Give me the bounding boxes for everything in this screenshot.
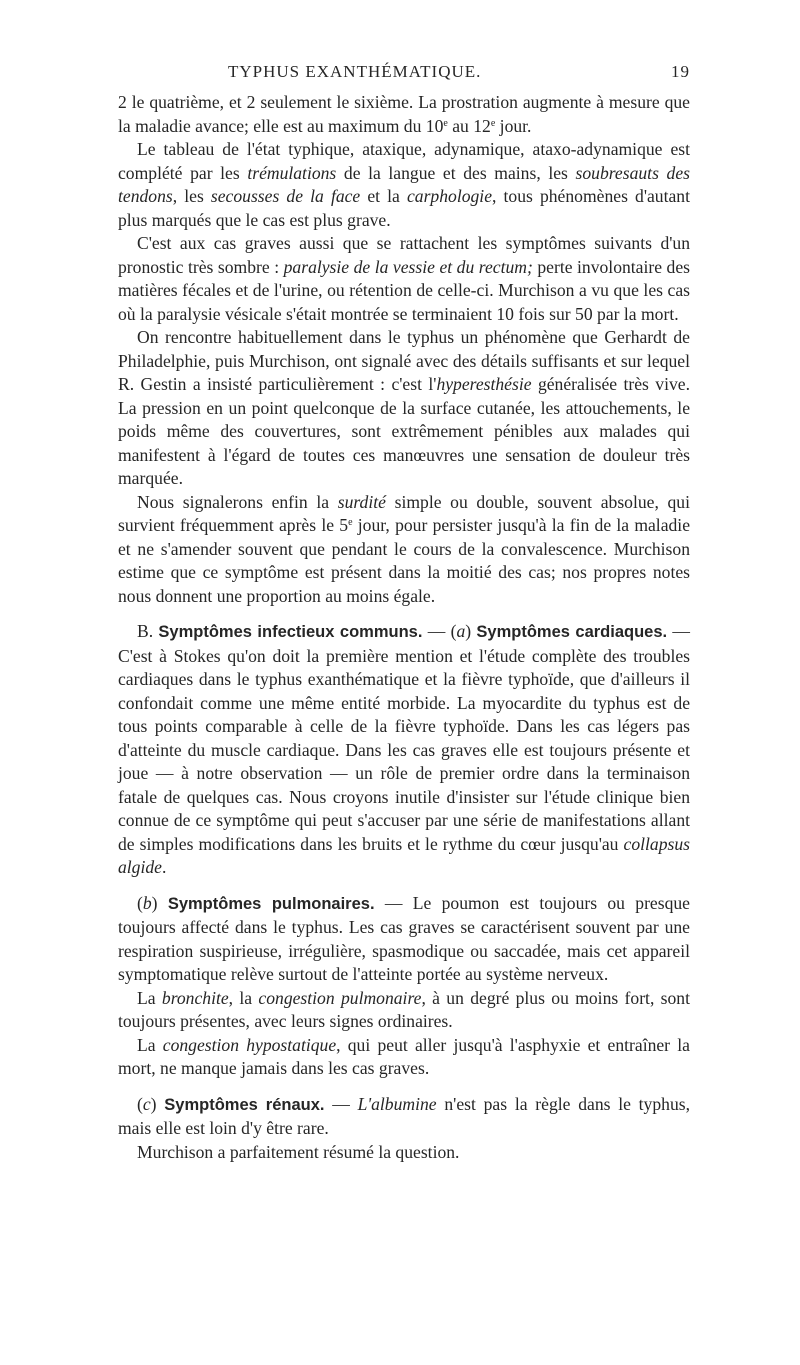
paragraph-hyperesthesie: On rencontre habituellement dans le typhus un phénomène que Gerhardt de Philadelphie, puis Murchison, ont signalé avec des détails suffisants et sur lequel R. Gestin a insisté particulièrement : c'est l'hyperesthésie généralisée très vive. La pression en un point quelconque de la surface cutanée, les attouchements, le poids même des couvertures, sont extrêmement pénibles aux malades qui manifestent à l'égard de toutes ces manœuvres une sensation de douleur très marquée.: [118, 327, 690, 488]
running-header: [118, 62, 690, 90]
running-title: TYPHUS EXANTHÉMATIQUE.: [228, 62, 482, 81]
section-symptomes-renaux: (c) Symptômes rénaux. — L'albumine n'est pas la règle dans le typhus, mais elle est loin d'y être rare.: [118, 1093, 690, 1138]
page-number: 19: [671, 62, 690, 81]
paragraph-continuation: 2 le quatrième, et 2 seulement le sixième. La prostration augmente à mesure que la maladie avance; elle est au maximum du 10e au 12e jour.: [118, 92, 690, 136]
paragraph-tableau: Le tableau de l'état typhique, ataxique, adynamique, ataxo-adynamique est complété par les trémulations de la langue et des mains, les soubresauts des tendons, les secousses de la face et la carphologie, tous phénomènes d'autant plus marqués que le cas est plus grave.: [118, 139, 690, 230]
paragraph-murchison: Murchison a parfaitement résumé la question.: [137, 1141, 460, 1162]
subsection-heading-pulmonaires: Symptômes pulmonaires.: [167, 894, 375, 913]
section-symptomes-pulmonaires: (b) Symptômes pulmonaires. — Le poumon est toujours ou presque toujours affecté dans le typhus. Les cas graves se caractérisent souvent par une respiration suspirieuse, irrégulière, spasmodique ou saccadée, mais cet appareil symptomatique relève surtout de l'atteinte portée au système nerveux.: [118, 892, 690, 984]
subsection-heading-cardiaques: Symptômes cardiaques.: [476, 623, 668, 641]
paragraph-congestion: La congestion hypostatique, qui peut aller jusqu'à l'asphyxie et entraîner la mort, ne manque jamais dans les cas graves.: [118, 1034, 690, 1078]
paragraph-surdite: Nous signalerons enfin la surdité simple ou double, souvent absolue, qui survient fréquemment après le 5e jour, pour persister jusqu'à la fin de la maladie et ne s'amender souvent que pendant le cours de la convalescence. Murchison estime que ce symptôme est présent dans la moitié des cas; nos propres notes nous donnent une proportion au moins égale.: [118, 491, 690, 606]
subsection-heading-renaux: Symptômes rénaux.: [164, 1095, 325, 1114]
section-heading: Symptômes infectieux communs.: [158, 623, 423, 641]
page-body: [118, 91, 690, 1164]
paragraph-paralysie: C'est aux cas graves aussi que se rattachent les symptômes suivants d'un pronostic très sombre : paralysie de la vessie et du rectum; perte involontaire des matières fécales et de l'urine, ou rétention de celle-ci. Murchison a vu que les cas où la paralysie vésicale s'était montrée se terminaient 10 fois sur 50 par la mort.: [118, 233, 691, 324]
section-symptomes-infectieux: B. Symptômes infectieux communs. — (a) Symptômes cardiaques. — C'est à Stokes qu'on doit la première mention et l'étude complète des troubles cardiaques dans le typhus exanthématique et la fièvre typhoïde, que d'ailleurs il confondait comme une même entité morbide. La myocardite du typhus est de tous points comparable à celle de la fièvre typhoïde. Dans les cas légers pas d'atteinte du muscle cardiaque. Dans les cas graves elle est toujours présente et joue — à notre observation — un rôle de premier ordre dans la terminaison fatale de quelques cas. Nous croyons inutile d'insister sur l'étude clinique bien connue de ce symptôme qui peut s'accuser par une série de manifestations allant de simples modifications dans les bruits et le rythme du cœur jusqu'au collapsus algide.: [118, 621, 690, 877]
paragraph-bronchite: La bronchite, la congestion pulmonaire, à un degré plus ou moins fort, sont toujours présentes, avec leurs signes ordinaires.: [118, 987, 690, 1031]
